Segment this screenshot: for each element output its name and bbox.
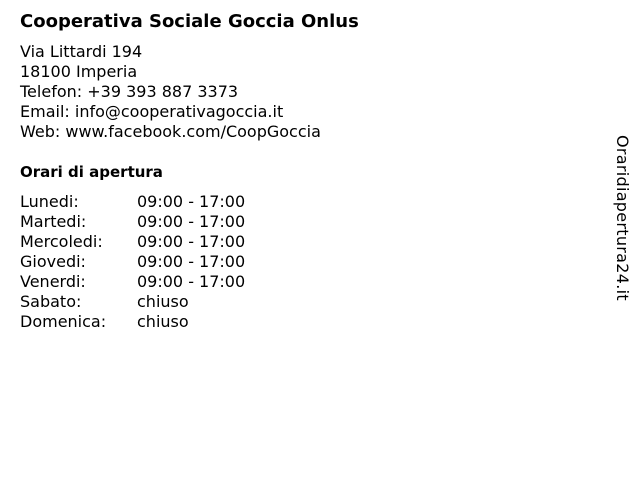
- hours-row-tuesday: [20, 212, 600, 232]
- address-city: 18100 Imperia: [20, 62, 138, 81]
- opening-hours-title: Orari di apertura: [20, 163, 163, 181]
- day-label: Domenica:: [20, 312, 107, 331]
- day-label: Lunedi:: [20, 192, 79, 211]
- day-hours: 09:00 - 17:00: [137, 272, 246, 291]
- hours-row-thursday: [20, 252, 600, 272]
- day-label: Sabato:: [20, 292, 82, 311]
- day-hours: 09:00 - 17:00: [137, 252, 246, 271]
- hours-row-friday: [20, 272, 600, 292]
- day-label: Venerdi:: [20, 272, 86, 291]
- opening-hours-list: [20, 192, 600, 332]
- day-hours: 09:00 - 17:00: [137, 232, 246, 251]
- hours-row-saturday: [20, 292, 600, 312]
- business-name: Cooperativa Sociale Goccia Onlus: [20, 11, 359, 32]
- hours-row-wednesday: [20, 232, 600, 252]
- site-watermark: Oraridiapertura24.it: [613, 135, 632, 301]
- day-hours: chiuso: [137, 312, 189, 331]
- business-card: [20, 10, 600, 332]
- hours-row-sunday: [20, 312, 600, 332]
- address-street: Via Littardi 194: [20, 42, 143, 61]
- website-line: Web: www.facebook.com/CoopGoccia: [20, 122, 321, 141]
- day-label: Mercoledi:: [20, 232, 103, 251]
- day-label: Giovedi:: [20, 252, 86, 271]
- phone-line: Telefon: +39 393 887 3373: [20, 82, 239, 101]
- day-hours: 09:00 - 17:00: [137, 212, 246, 231]
- day-hours: chiuso: [137, 292, 189, 311]
- day-label: Martedi:: [20, 212, 87, 231]
- email-line: Email: info@cooperativagoccia.it: [20, 102, 284, 121]
- hours-row-monday: [20, 192, 600, 212]
- day-hours: 09:00 - 17:00: [137, 192, 246, 211]
